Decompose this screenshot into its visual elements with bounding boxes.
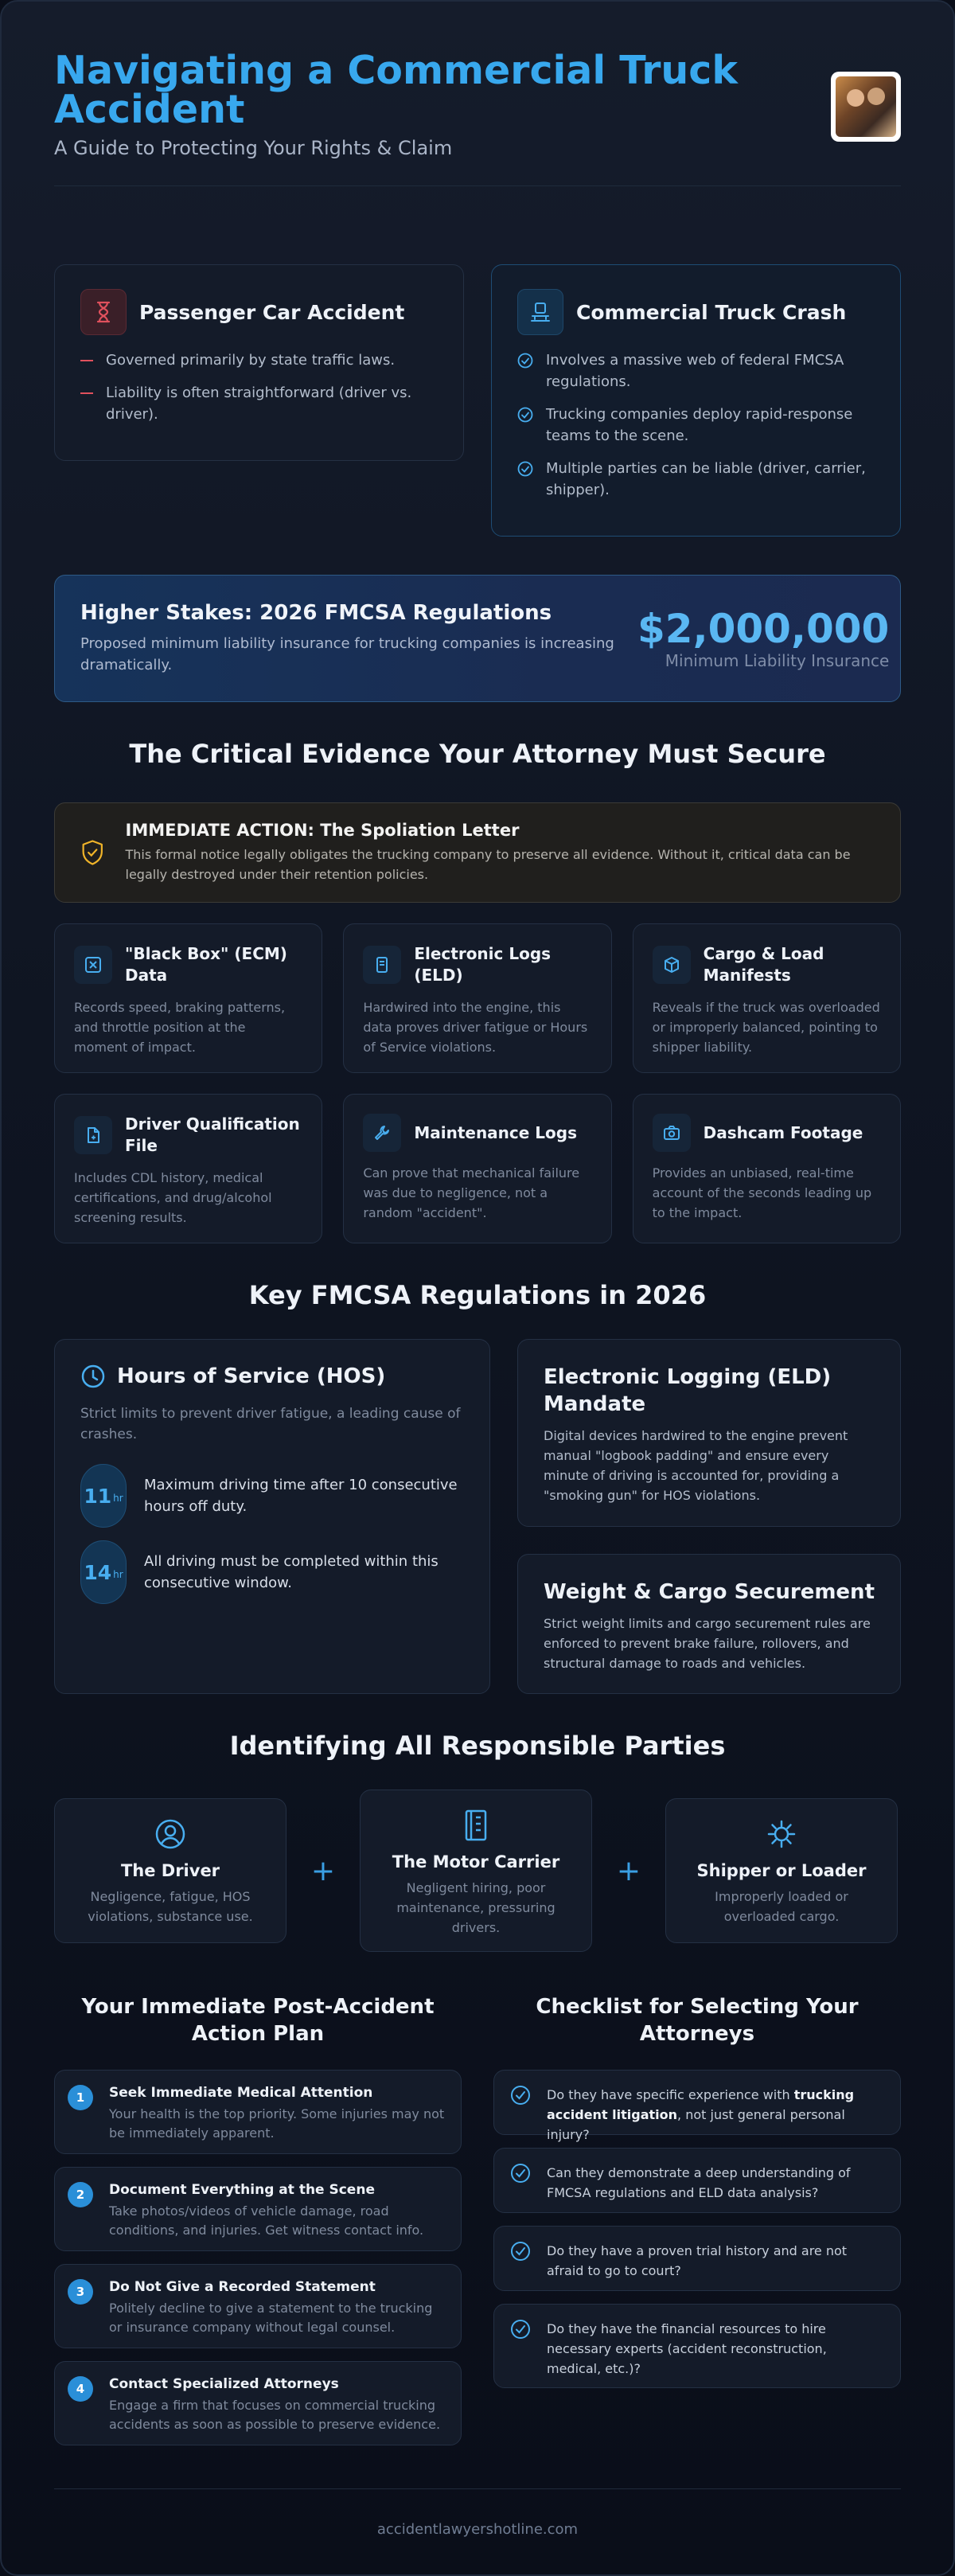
stakes-banner <box>54 575 901 702</box>
action-plan-title: Your Immediate Post-Accident Action Plan <box>81 1995 435 2046</box>
dash-icon <box>80 360 93 361</box>
truck-title: Commercial Truck Crash <box>576 300 847 324</box>
user-circle-icon <box>154 1818 186 1850</box>
spoliation-alert <box>54 802 901 903</box>
spoliation-description: This formal notice legally obligates the trucking company to preserve all evidence. Without it, critical data can be legally destroyed under their retention policies. <box>125 847 851 882</box>
evidence-grid <box>54 923 901 1243</box>
check-circle-icon <box>517 407 533 423</box>
avatar-photo <box>836 76 896 137</box>
eld-title: Electronic Logging (ELD) Mandate <box>544 1365 832 1416</box>
hos-title: Hours of Service (HOS) <box>117 1364 386 1388</box>
checklist-item: Do they have a proven trial history and are not afraid to go to court? <box>493 2226 901 2291</box>
stakes-amount-label: Minimum Liability Insurance <box>665 651 890 670</box>
truck-card <box>491 264 901 537</box>
list-item: Involves a massive web of federal FMCSA regulations. <box>517 349 875 392</box>
parties-section-title: Identifying All Responsible Parties <box>229 1731 726 1761</box>
building-icon <box>462 1808 490 1843</box>
check-circle-icon <box>510 2241 531 2262</box>
black-box-icon <box>74 946 112 984</box>
check-circle-icon <box>517 461 533 477</box>
passenger-title: Passenger Car Accident <box>139 300 405 324</box>
parties <box>54 1790 901 1952</box>
comparison <box>54 264 901 537</box>
shield-check-icon <box>80 834 105 871</box>
footer-link[interactable]: accidentlawyershotline.com <box>376 2521 579 2538</box>
checklist-item: Do they have specific experience with trucking accident litigation, not just general personal injury? <box>493 2070 901 2135</box>
wrench-icon <box>363 1114 401 1152</box>
eld-card <box>517 1339 901 1527</box>
passenger-card <box>54 264 464 461</box>
device-icon <box>363 946 401 984</box>
attorney-checklist <box>493 1993 901 2458</box>
evidence-card: Electronic Logs (ELD) Hardwired into the engine, this data proves driver fatigue or Hours of Service violations. <box>343 923 611 1073</box>
list-item: Trucking companies deploy rapid-response teams to the scene. <box>517 404 875 447</box>
checklist-title: Checklist for Selecting Your Attorneys <box>536 1995 859 2046</box>
camera-icon <box>653 1114 691 1152</box>
action-plan <box>54 1993 462 2458</box>
stakes-title: Higher Stakes: 2026 FMCSA Regulations <box>80 601 552 625</box>
plus-icon: + <box>616 1854 641 1887</box>
hos-card <box>54 1339 490 1694</box>
page-subtitle: A Guide to Protecting Your Rights & Claim <box>54 137 453 159</box>
plus-icon: + <box>310 1854 336 1887</box>
party-card: The Driver Negligence, fatigue, HOS violations, substance use. <box>54 1798 286 1943</box>
hos-rule: 11 hr Maximum driving time after 10 consecutive hours off duty. <box>80 1464 464 1528</box>
clock-icon <box>80 1364 106 1389</box>
list-item: Liability is often straightforward (driver vs. driver). <box>80 382 438 425</box>
evidence-card: Driver Qualification File Includes CDL history, medical certifications, and drug/alcohol screening results. <box>54 1094 322 1243</box>
stakes-description: Proposed minimum liability insurance for trucking companies is increasing dramatically. <box>80 635 614 673</box>
bottom-section <box>54 1993 901 2458</box>
footer <box>54 2488 901 2538</box>
evidence-card: Cargo & Load Manifests Reveals if the truck was overloaded or improperly balanced, pointing to shipper liability. <box>633 923 901 1073</box>
truck-icon <box>517 289 563 335</box>
check-circle-icon <box>510 2163 531 2184</box>
file-icon <box>74 1116 112 1154</box>
checklist-item: Do they have the financial resources to hire necessary experts (accident reconstruction, medical, etc.)? <box>493 2304 901 2388</box>
regulations-section-title: Key FMCSA Regulations in 2026 <box>248 1280 707 1310</box>
spoliation-title: IMMEDIATE ACTION: The Spoliation Letter <box>125 821 520 840</box>
hos-description: Strict limits to prevent driver fatigue, a leading cause of crashes. <box>80 1406 461 1442</box>
check-circle-icon <box>510 2085 531 2106</box>
eld-description: Digital devices hardwired to the engine prevent manual "logbook padding" and ensure every minute of driving is accounted for, providing a "smoking gun" for HOS violations. <box>544 1428 848 1503</box>
action-step: 4 Contact Specialized Attorneys Engage a firm that focuses on commercial trucking accidents as soon as possible to preserve evidence. <box>54 2361 462 2445</box>
check-circle-icon <box>517 353 533 369</box>
hos-rule-badge: 11 hr <box>80 1464 127 1528</box>
evidence-card: Dashcam Footage Provides an unbiased, real-time account of the seconds leading up to the impact. <box>633 1094 901 1243</box>
header <box>54 48 901 186</box>
weight-card <box>517 1554 901 1694</box>
action-step: 3 Do Not Give a Recorded Statement Politely decline to give a statement to the trucking or insurance company without legal counsel. <box>54 2264 462 2348</box>
party-card: The Motor Carrier Negligent hiring, poor maintenance, pressuring drivers. <box>360 1790 592 1952</box>
page-title: Navigating a Commercial Truck Accident <box>54 48 738 132</box>
party-card: Shipper or Loader Improperly loaded or overloaded cargo. <box>665 1798 898 1943</box>
weight-description: Strict weight limits and cargo securement rules are enforced to prevent brake failure, rollovers, and structural damage to roads and vehicles. <box>544 1616 871 1671</box>
gear-icon <box>766 1818 797 1850</box>
hourglass-icon <box>80 289 127 335</box>
avatar <box>831 72 901 142</box>
stakes-amount: $2,000,000 <box>637 606 890 652</box>
checklist-item: Can they demonstrate a deep understanding of FMCSA regulations and ELD data analysis? <box>493 2148 901 2213</box>
action-step: 2 Document Everything at the Scene Take photos/videos of vehicle damage, road conditions, and injuries. Get witness contact info. <box>54 2167 462 2251</box>
evidence-card: "Black Box" (ECM) Data Records speed, braking patterns, and throttle position at the moment of impact. <box>54 923 322 1073</box>
dash-icon <box>80 392 93 394</box>
list-item: Governed primarily by state traffic laws. <box>80 349 438 371</box>
check-circle-icon <box>510 2319 531 2340</box>
hos-rule-badge: 14 hr <box>80 1540 127 1604</box>
hos-rule: 14 hr All driving must be completed within this consecutive window. <box>80 1540 464 1604</box>
evidence-card: Maintenance Logs Can prove that mechanical failure was due to negligence, not a random "accident". <box>343 1094 611 1243</box>
list-item: Multiple parties can be liable (driver, carrier, shipper). <box>517 458 875 501</box>
evidence-section-title: The Critical Evidence Your Attorney Must Secure <box>129 739 826 769</box>
weight-title: Weight & Cargo Securement <box>544 1580 875 1604</box>
cube-icon <box>653 946 691 984</box>
action-step: 1 Seek Immediate Medical Attention Your health is the top priority. Some injuries may not be immediately apparent. <box>54 2070 462 2154</box>
regulations <box>54 1339 901 1694</box>
